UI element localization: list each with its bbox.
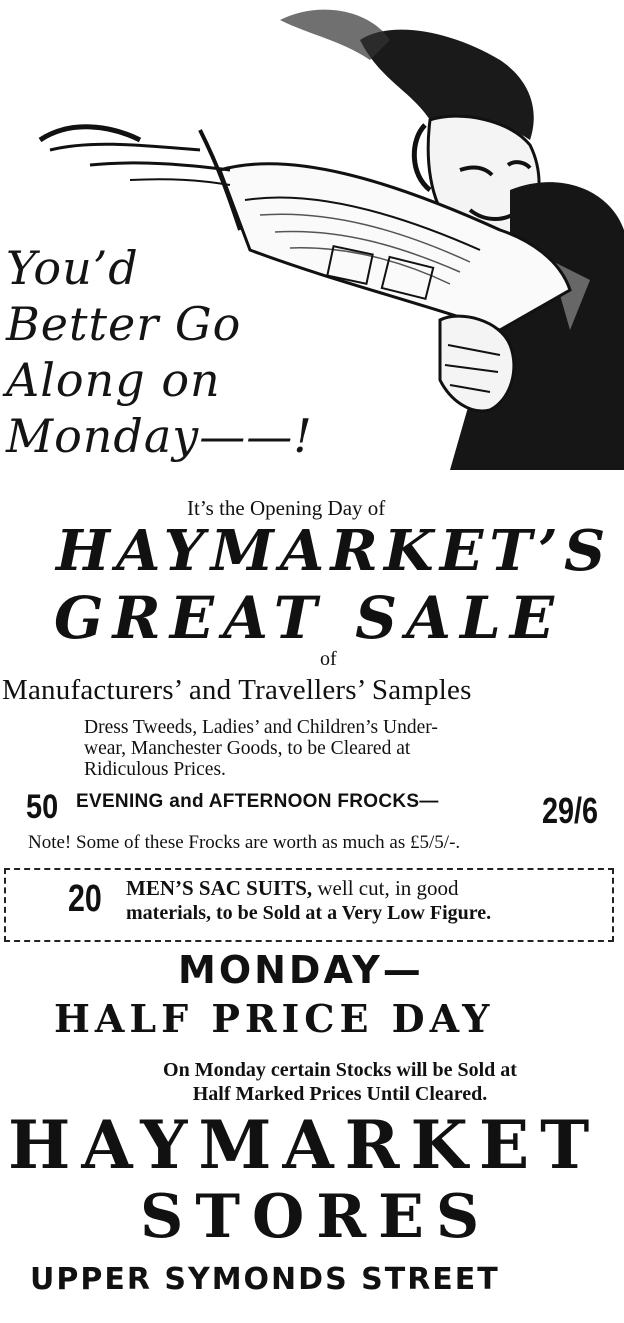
suits-title: MEN’S SAC SUITS, bbox=[126, 876, 313, 900]
frocks-count: 50 bbox=[26, 788, 59, 826]
suits-count: 20 bbox=[68, 878, 102, 920]
headline bbox=[6, 240, 406, 464]
monday-heading: MONDAY— bbox=[178, 948, 424, 992]
sale-title-line2: GREAT SALE bbox=[54, 584, 563, 652]
frocks-price: 29/6 bbox=[542, 790, 599, 831]
half-price-heading: HALF PRICE DAY bbox=[54, 996, 495, 1041]
sale-title-line1: HAYMARKET’S bbox=[56, 518, 612, 584]
headline-line: Better Go bbox=[6, 297, 242, 351]
headline-line: Along on bbox=[6, 353, 221, 407]
half-price-note-line: On Monday certain Stocks will be Sold at bbox=[163, 1059, 517, 1081]
intro-text: It’s the Opening Day of bbox=[187, 496, 386, 520]
frocks-offer bbox=[26, 788, 616, 838]
goods-description bbox=[84, 717, 574, 780]
description-line: wear, Manchester Goods, to be Cleared at bbox=[84, 738, 411, 759]
store-name-line1: HAYMARKET bbox=[8, 1106, 601, 1184]
description-line: Ridiculous Prices. bbox=[84, 759, 226, 780]
description-line: Dress Tweeds, Ladies’ and Children’s Under- bbox=[84, 717, 438, 738]
store-name-line2: STORES bbox=[140, 1182, 492, 1252]
of-text: of bbox=[320, 648, 337, 670]
store-address: UPPER SYMONDS STREET bbox=[30, 1262, 500, 1297]
suits-offer-box bbox=[4, 868, 614, 942]
frocks-label: EVENING and AFTERNOON FROCKS— bbox=[76, 791, 439, 812]
headline-line: Monday——! bbox=[6, 409, 313, 463]
suits-line2: materials, to be Sold at a Very Low Figure. bbox=[126, 902, 492, 924]
samples-heading: Manufacturers’ and Travellers’ Samples bbox=[2, 674, 472, 706]
suits-line1-rest: well cut, in good bbox=[312, 876, 459, 900]
frocks-note: Note! Some of these Frocks are worth as much as £5/5/-. bbox=[28, 832, 461, 853]
half-price-note bbox=[100, 1058, 580, 1106]
headline-line: You’d bbox=[6, 241, 139, 295]
half-price-note-line: Half Marked Prices Until Cleared. bbox=[192, 1083, 488, 1105]
suits-line1 bbox=[126, 876, 459, 901]
